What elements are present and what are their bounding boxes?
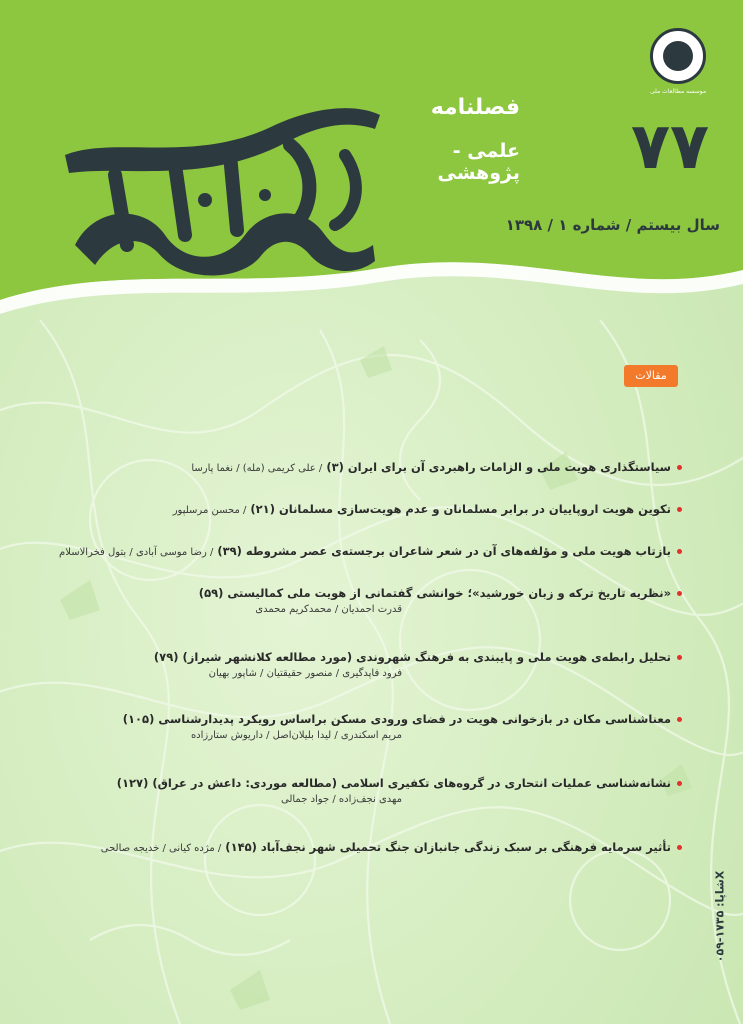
bullet-icon bbox=[677, 549, 682, 554]
article-entry-5 bbox=[60, 650, 682, 679]
article-entry-1 bbox=[60, 460, 682, 474]
article-entry-8 bbox=[60, 840, 682, 854]
article-entry-4 bbox=[60, 586, 682, 615]
bullet-icon bbox=[677, 591, 682, 596]
article-authors: / رضا موسی آبادی / بتول فخرالاسلام bbox=[59, 547, 214, 558]
issn-label bbox=[710, 820, 730, 1020]
article-authors: / محسن مرسلپور bbox=[172, 505, 247, 516]
article-authors: مریم اسکندری / لیدا بلیلان‌اصل / داریوش ستارزاده bbox=[190, 730, 402, 741]
article-authors: / علی کریمی (مله) / نغما پارسا bbox=[191, 463, 323, 474]
section-badge-articles: مقالات bbox=[624, 365, 678, 387]
article-title: تکوین هویت اروپاییان در برابر مسلمانان و عدم هویت‌سازی مسلمانان (۲۱) bbox=[250, 502, 671, 516]
article-entry-6 bbox=[60, 712, 682, 741]
publisher-logo bbox=[650, 28, 706, 84]
quarterly-label: فصلنامه bbox=[430, 95, 520, 120]
article-entry-2 bbox=[60, 502, 682, 516]
logo-emblem-icon bbox=[663, 41, 693, 71]
article-authors: قدرت احمدیان / محمدکریم محمدی bbox=[255, 604, 402, 615]
article-title: سیاستگذاری هویت ملی و الزامات راهبردی آن برای ایران (۳) bbox=[326, 460, 671, 474]
article-entry-7 bbox=[60, 776, 682, 805]
publisher-caption: موسسه مطالعات ملی bbox=[649, 88, 707, 95]
article-title: معناشناسی مکان در بازخوانی هویت در فضای ورودی مسکن براساس رویکرد پدیدارشناسی (۱۰۵) bbox=[122, 712, 671, 726]
issue-number: ۷۷ bbox=[630, 110, 710, 184]
bullet-icon bbox=[677, 655, 682, 660]
article-title: بازتاب هویت ملی و مؤلفه‌های آن در شعر شاعران برجسته‌ی عصر مشروطه (۳۹) bbox=[217, 544, 671, 558]
bullet-icon bbox=[677, 507, 682, 512]
bullet-icon bbox=[677, 845, 682, 850]
article-title: تأثیر سرمایه فرهنگی بر سبک زندگی جانبازان جنگ تحمیلی شهر نجف‌آباد (۱۴۵) bbox=[225, 840, 671, 854]
article-title: «نظریه تاریخ ترکه و زبان خورشید»؛ خوانشی گفتمانی از هویت ملی کمالیستی (۵۹) bbox=[198, 586, 671, 600]
article-authors: / مژده کیانی / خدیجه صالحی bbox=[100, 843, 222, 854]
bullet-icon bbox=[677, 781, 682, 786]
issn-text: شاپا: ۱۷۳۵-۰۵۹X bbox=[713, 870, 727, 963]
bullet-icon bbox=[677, 717, 682, 722]
volume-year-line: سال بیستم / شماره ۱ / ۱۳۹۸ bbox=[505, 216, 720, 234]
article-title: نشانه‌شناسی عملیات انتحاری در گروه‌های تکفیری اسلامی (مطالعه موردی: داعش در عراق) (۱۲۷) bbox=[116, 776, 671, 790]
article-authors: فرود فاپدگیری / منصور حقیقتیان / شاپور بهیان bbox=[208, 668, 402, 679]
article-authors: مهدی نجف‌زاده / جواد جمالی bbox=[281, 794, 402, 805]
article-entry-3 bbox=[60, 544, 682, 558]
bullet-icon bbox=[677, 465, 682, 470]
journal-subtitle: علمی - پژوهشی bbox=[437, 140, 520, 184]
article-title: تحلیل رابطه‌ی هویت ملی و پایبندی به فرهنگ شهروندی (مورد مطالعه کلانشهر شیراز) (۷۹) bbox=[153, 650, 671, 664]
journal-title-calligraphy bbox=[55, 95, 385, 285]
